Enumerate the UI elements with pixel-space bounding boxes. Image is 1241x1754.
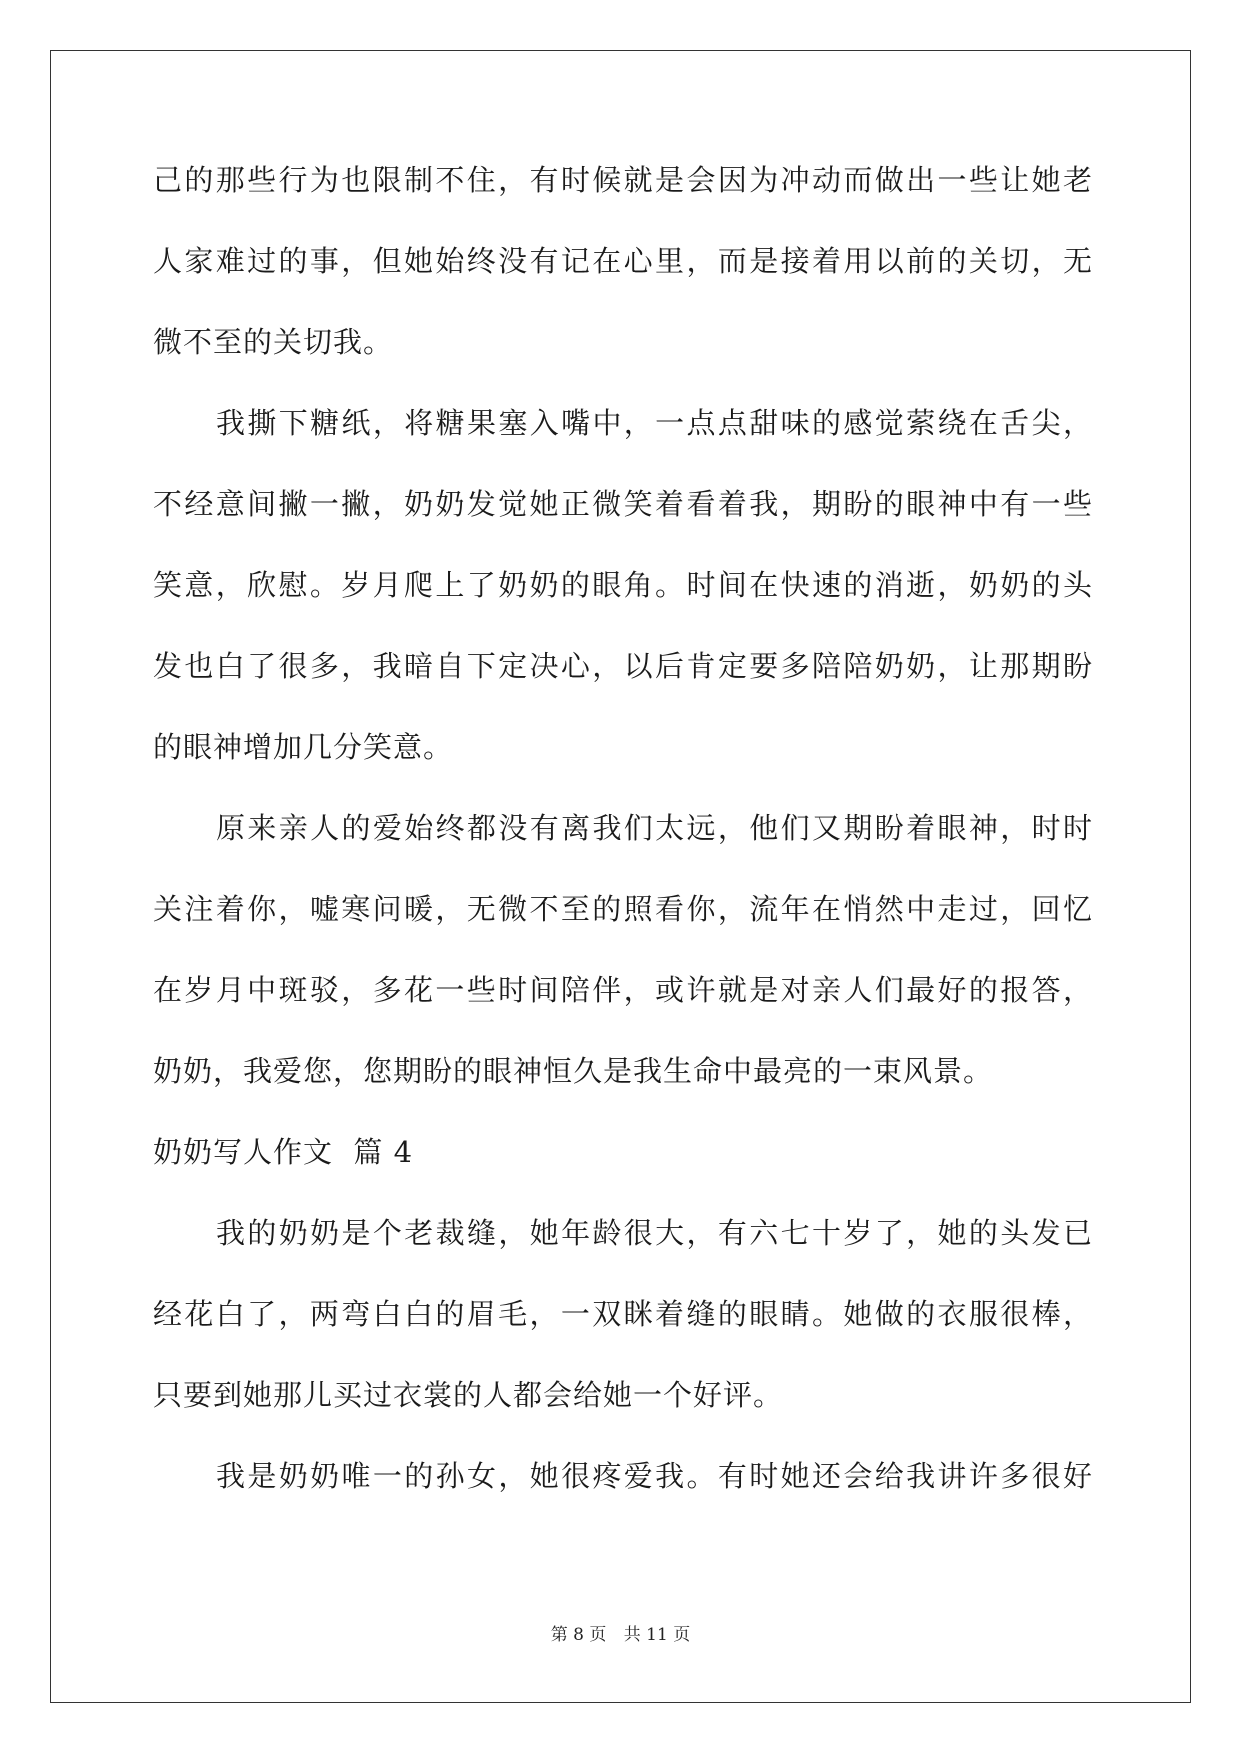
text-line: 不经意间撇一撇，奶奶发觉她正微笑着看着我，期盼的眼神中有一些 <box>153 487 1093 521</box>
text-line: 人家难过的事，但她始终没有记在心里，而是接着用以前的关切，无 <box>153 244 1093 278</box>
page-number: 第 8 页 <box>550 1625 607 1645</box>
text-line: 原来亲人的爱始终都没有离我们太远，他们又期盼着眼神，时时 <box>216 811 1093 845</box>
page-total: 共 11 页 <box>623 1625 691 1645</box>
section-heading: 奶奶写人作文 篇 4 <box>153 1135 414 1169</box>
text-line: 发也白了很多，我暗自下定决心，以后肯定要多陪陪奶奶，让那期盼 <box>153 649 1093 683</box>
text-line: 我的奶奶是个老裁缝，她年龄很大，有六七十岁了，她的头发已 <box>216 1216 1093 1250</box>
text-line: 己的那些行为也限制不住，有时候就是会因为冲动而做出一些让她老 <box>153 163 1093 197</box>
page-footer <box>0 1620 1241 1645</box>
document-body <box>153 160 1093 1537</box>
text-line: 我是奶奶唯一的孙女，她很疼爱我。有时她还会给我讲许多很好 <box>216 1459 1093 1493</box>
text-line: 在岁月中斑驳，多花一些时间陪伴，或许就是对亲人们最好的报答， <box>153 973 1093 1007</box>
text-line: 微不至的关切我。 <box>153 325 394 359</box>
text-line: 的眼神增加几分笑意。 <box>153 730 454 764</box>
text-line: 笑意，欣慰。岁月爬上了奶奶的眼角。时间在快速的消逝，奶奶的头 <box>153 568 1093 602</box>
text-line: 关注着你，嘘寒问暖，无微不至的照看你，流年在悄然中走过，回忆 <box>153 892 1093 926</box>
text-line: 只要到她那儿买过衣裳的人都会给她一个好评。 <box>153 1378 784 1412</box>
text-line: 经花白了，两弯白白的眉毛，一双眯着缝的眼睛。她做的衣服很棒， <box>153 1297 1093 1331</box>
text-line: 奶奶，我爱您，您期盼的眼神恒久是我生命中最亮的一束风景。 <box>153 1054 994 1088</box>
text-line: 我撕下糖纸，将糖果塞入嘴中，一点点甜味的感觉萦绕在舌尖， <box>216 406 1093 440</box>
